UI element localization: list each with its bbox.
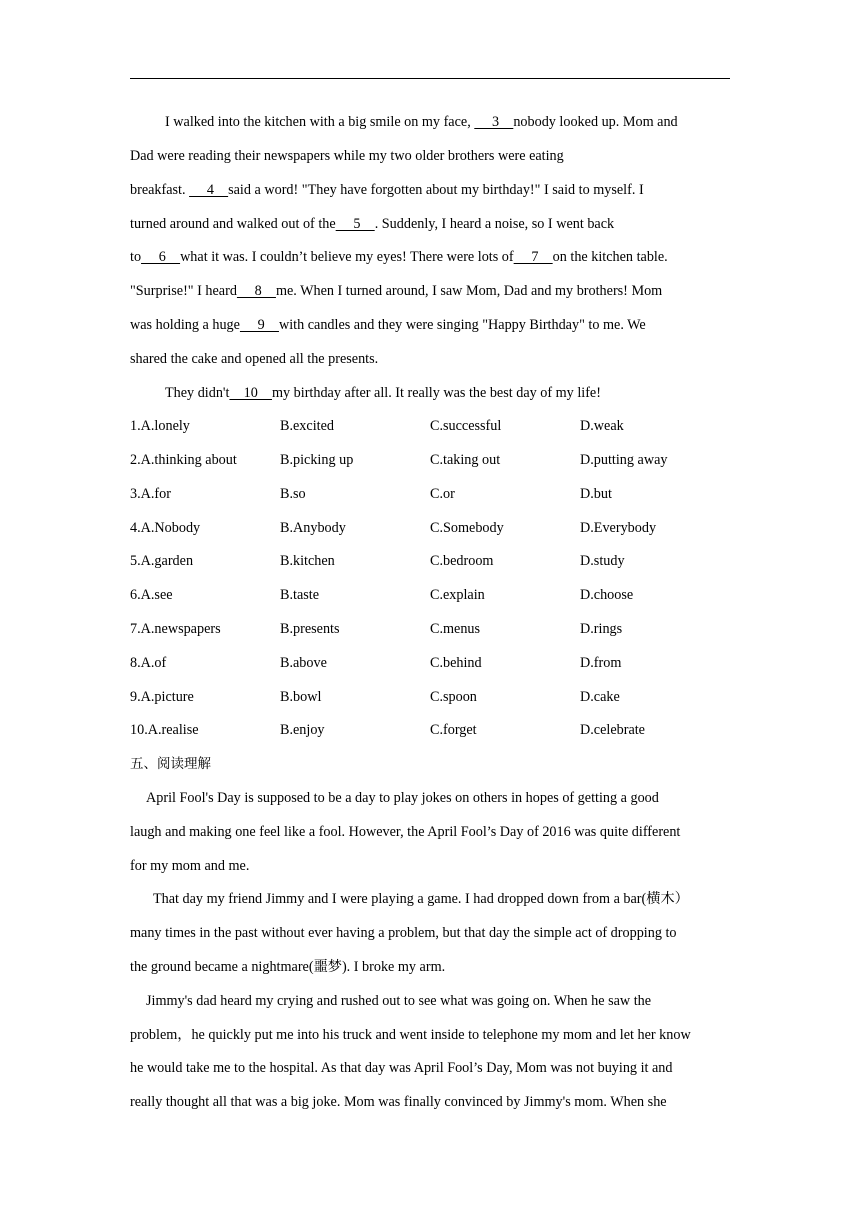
reading-line: That day my friend Jimmy and I were playing a game. I had dropped down from a bar(横木） xyxy=(153,891,689,907)
option-c: C.taking out xyxy=(430,452,501,468)
option-d: D.Everybody xyxy=(580,520,657,536)
blank-7: 7 xyxy=(513,249,553,265)
reading-line: many times in the past without ever having a problem, but that day the simple act of dropping to xyxy=(130,925,677,941)
passage-line-9: They didn't 10 my birthday after all. It really was the best day of my life! xyxy=(165,385,601,401)
blank-3: 3 xyxy=(474,114,514,130)
option-c: C.successful xyxy=(430,418,502,434)
option-b: B.taste xyxy=(280,587,320,603)
option-c: C.spoon xyxy=(430,689,477,705)
passage-line-4: turned around and walked out of the 5 . Suddenly, I heard a noise, so I went back xyxy=(130,216,615,232)
option-b: B.above xyxy=(280,655,327,671)
header-rule xyxy=(130,78,730,79)
reading-line: laugh and making one feel like a fool. However, the April Fool’s Day of 2016 was quite different xyxy=(130,824,681,840)
option-a: 7.A.newspapers xyxy=(130,621,221,637)
option-c: C.forget xyxy=(430,722,477,738)
option-a: 9.A.picture xyxy=(130,689,194,705)
option-d: D.choose xyxy=(580,587,634,603)
option-a: 5.A.garden xyxy=(130,553,194,569)
option-a: 8.A.of xyxy=(130,655,167,671)
blank-8: 8 xyxy=(236,283,276,299)
option-c: C.behind xyxy=(430,655,482,671)
reading-line: Jimmy's dad heard my crying and rushed out to see what was going on. When he saw the xyxy=(146,993,652,1009)
option-c: C.or xyxy=(430,486,455,502)
reading-line: problem，he quickly put me into his truck and went inside to telephone my mom and let her know xyxy=(130,1027,691,1043)
option-a: 2.A.thinking about xyxy=(130,452,237,468)
blank-6: 6 xyxy=(141,249,181,265)
reading-line: really thought all that was a big joke. Mom was finally convinced by Jimmy's mom. When she xyxy=(130,1094,667,1110)
reading-line: the ground became a nightmare(噩梦). I broke my arm. xyxy=(130,959,446,975)
option-b: B.enjoy xyxy=(280,722,325,738)
passage-line-2: Dad were reading their newspapers while my two older brothers were eating xyxy=(130,148,564,164)
option-d: D.rings xyxy=(580,621,623,637)
option-a: 1.A.lonely xyxy=(130,418,190,434)
option-b: B.bowl xyxy=(280,689,322,705)
option-b: B.presents xyxy=(280,621,340,637)
reading-line: April Fool's Day is supposed to be a day to play jokes on others in hopes of getting a good xyxy=(146,790,659,806)
option-a: 6.A.see xyxy=(130,587,173,603)
option-c: C.bedroom xyxy=(430,553,494,569)
option-b: B.kitchen xyxy=(280,553,335,569)
option-d: D.celebrate xyxy=(580,722,645,738)
passage-line-5: to 6 what it was. I couldn’t believe my eyes! There were lots of 7 on the kitchen table. xyxy=(130,249,668,265)
option-a: 4.A.Nobody xyxy=(130,520,201,536)
option-d: D.but xyxy=(580,486,612,502)
option-d: D.putting away xyxy=(580,452,668,468)
blank-10: 10 xyxy=(229,385,272,401)
passage-line-6: "Surprise!" I heard 8 me. When I turned around, I saw Mom, Dad and my brothers! Mom xyxy=(130,283,663,299)
reading-line: he would take me to the hospital. As that day was April Fool’s Day, Mom was not buying it and xyxy=(130,1060,673,1076)
section-heading: 五、阅读理解 xyxy=(130,756,211,772)
option-d: D.from xyxy=(580,655,622,671)
option-c: C.menus xyxy=(430,621,481,637)
option-d: D.study xyxy=(580,553,625,569)
option-b: B.picking up xyxy=(280,452,354,468)
passage-line-3: breakfast. 4 said a word! "They have forgotten about my birthday!" I said to myself. I xyxy=(130,182,644,198)
option-a: 3.A.for xyxy=(130,486,171,502)
option-a: 10.A.realise xyxy=(130,722,199,738)
option-b: B.so xyxy=(280,486,306,502)
option-d: D.cake xyxy=(580,689,620,705)
reading-line: for my mom and me. xyxy=(130,858,250,874)
blank-5: 5 xyxy=(335,216,375,232)
passage-line-7: was holding a huge 9 with candles and they were singing "Happy Birthday" to me. We xyxy=(130,317,646,333)
option-c: C.explain xyxy=(430,587,485,603)
option-b: B.Anybody xyxy=(280,520,346,536)
option-b: B.excited xyxy=(280,418,334,434)
option-d: D.weak xyxy=(580,418,624,434)
blank-4: 4 xyxy=(189,182,229,198)
blank-9: 9 xyxy=(239,317,279,333)
option-c: C.Somebody xyxy=(430,520,504,536)
passage-line-1: I walked into the kitchen with a big smile on my face, 3 nobody looked up. Mom and xyxy=(165,114,678,130)
passage-line-8: shared the cake and opened all the presents. xyxy=(130,351,379,367)
